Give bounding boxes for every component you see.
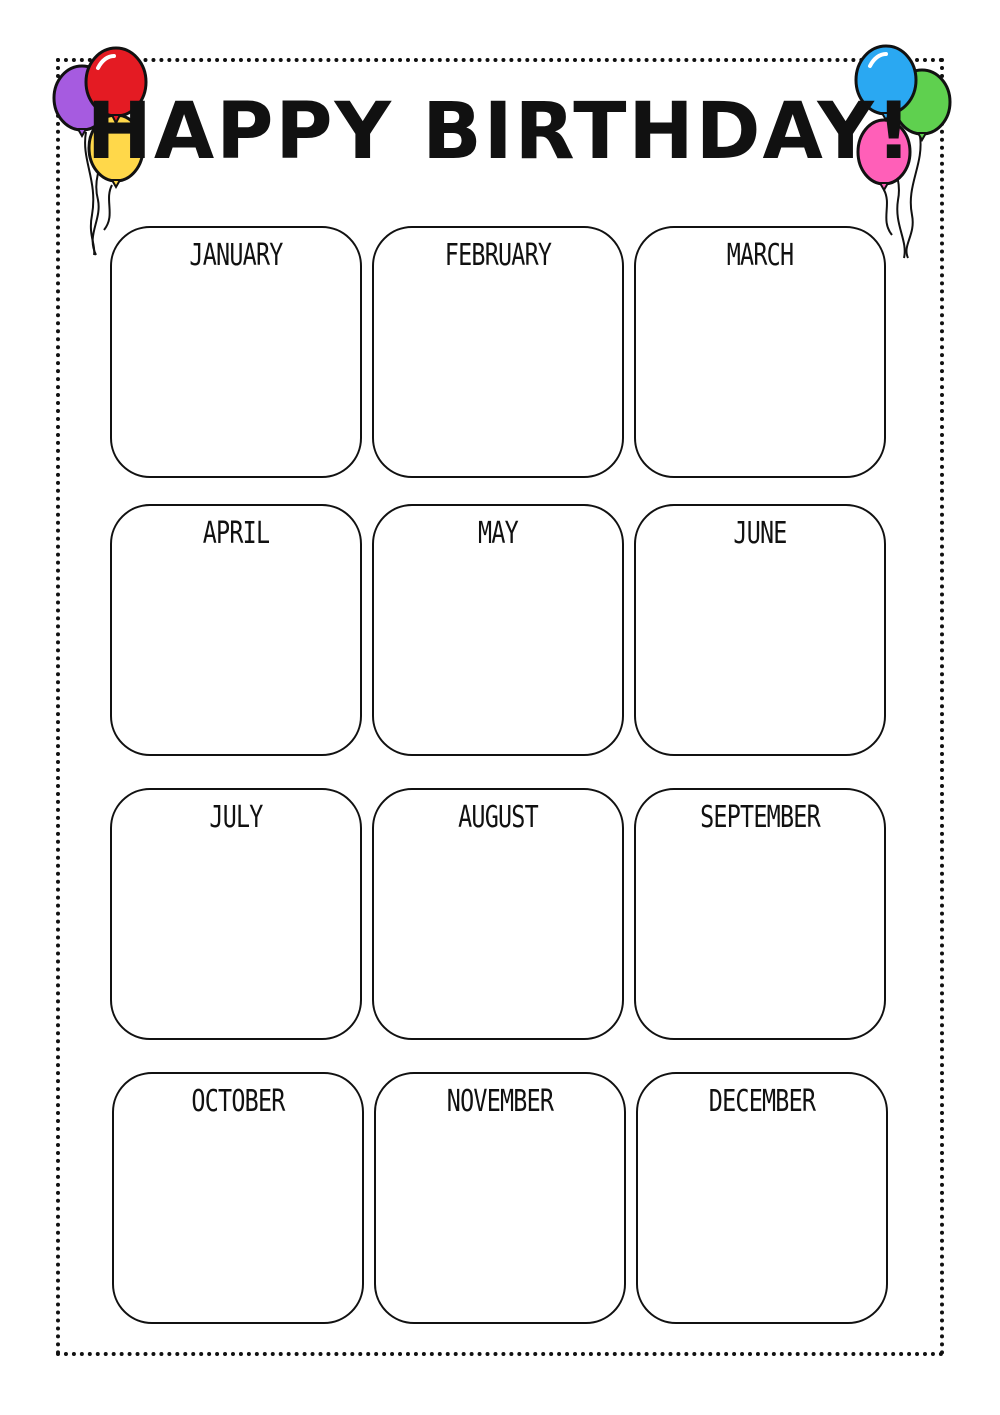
month-label: APRIL <box>202 516 270 551</box>
month-label: JULY <box>209 800 263 835</box>
month-label: JUNE <box>733 516 787 551</box>
month-label: OCTOBER <box>191 1084 285 1119</box>
month-box-november[interactable] <box>374 1072 626 1324</box>
month-box-december[interactable] <box>636 1072 888 1324</box>
month-box-september[interactable] <box>634 788 886 1040</box>
month-box-february[interactable] <box>372 226 624 478</box>
month-label: AUGUST <box>458 800 538 835</box>
month-box-october[interactable] <box>112 1072 364 1324</box>
month-label: MAY <box>478 516 518 551</box>
month-box-august[interactable] <box>372 788 624 1040</box>
month-label: FEBRUARY <box>444 238 552 273</box>
month-box-march[interactable] <box>634 226 886 478</box>
month-box-july[interactable] <box>110 788 362 1040</box>
month-box-april[interactable] <box>110 504 362 756</box>
month-label: MARCH <box>726 238 794 273</box>
month-box-june[interactable] <box>634 504 886 756</box>
month-label: NOVEMBER <box>446 1084 554 1119</box>
page-title: HAPPY BIRTHDAY! <box>86 87 914 177</box>
month-label: SEPTEMBER <box>700 800 820 835</box>
month-label: JANUARY <box>189 238 283 273</box>
month-label: DECEMBER <box>708 1084 816 1119</box>
month-box-may[interactable] <box>372 504 624 756</box>
month-box-january[interactable] <box>110 226 362 478</box>
